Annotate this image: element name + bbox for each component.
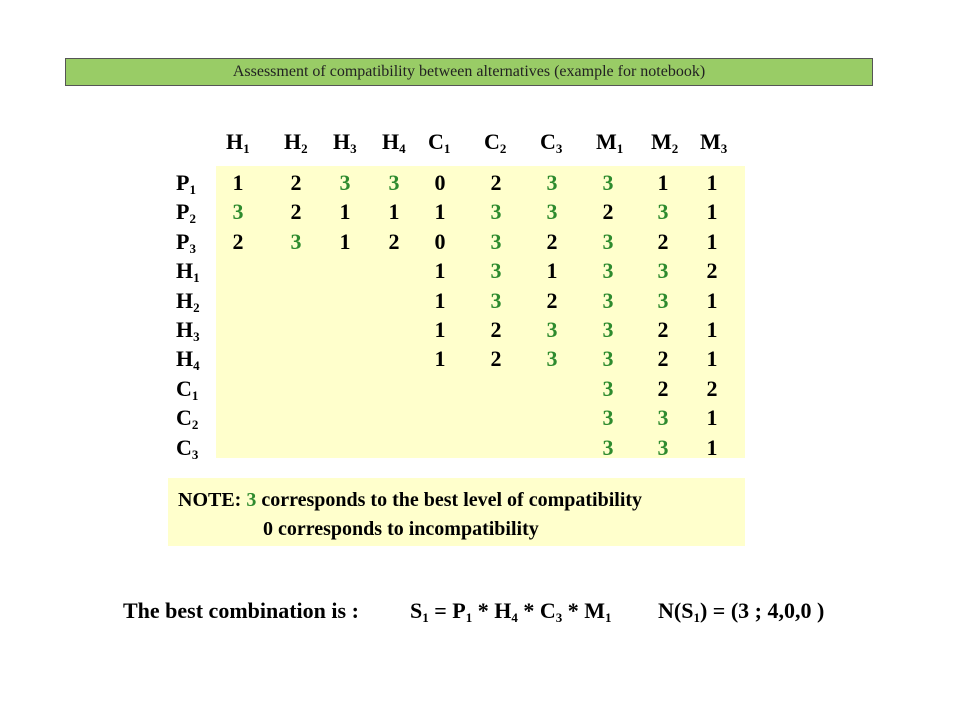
matrix-cell: 0: [434, 170, 446, 195]
matrix-cell: 3: [602, 317, 614, 342]
matrix-cell: 3: [657, 258, 669, 284]
column-header: [284, 129, 308, 156]
matrix-cell: 1: [339, 228, 351, 254]
label-subscript: 2: [301, 141, 308, 156]
label-letter: H: [176, 346, 194, 372]
row-header: [176, 375, 199, 403]
label-subscript: 4: [399, 141, 406, 156]
label-subscript: 1: [193, 270, 200, 286]
symbol: [540, 598, 562, 623]
label-subscript: 1: [465, 610, 473, 625]
label-letter: P: [452, 598, 466, 623]
matrix-cell: 2: [290, 199, 302, 225]
label-subscript: 1: [189, 182, 196, 197]
matrix-cell: 1: [434, 287, 446, 313]
matrix-cell: 3: [546, 346, 558, 372]
label-letter: M: [700, 129, 721, 154]
label-letter: H: [176, 258, 194, 284]
label-letter: P: [176, 228, 190, 254]
matrix-cell: 2: [706, 258, 718, 284]
column-header: [484, 129, 507, 156]
column-header: [700, 129, 728, 156]
matrix-cell: 3: [602, 346, 614, 372]
matrix-cell: 1: [388, 199, 400, 225]
label-letter: H: [382, 129, 400, 154]
note-line-1: [178, 486, 745, 515]
label-letter: P: [176, 170, 190, 195]
matrix-cell: 3: [388, 170, 400, 195]
matrix-cell: 3: [602, 375, 614, 401]
matrix-cell: 1: [706, 228, 718, 254]
column-header: [382, 129, 406, 156]
matrix-cell: 3: [290, 228, 302, 254]
matrix-cell: 1: [706, 434, 718, 460]
matrix-cell: 3: [232, 199, 244, 225]
conclusion-label: The best combination is :: [123, 598, 359, 623]
label-subscript: 1: [693, 610, 700, 625]
matrix-cell: 3: [602, 405, 614, 431]
note-best-value: 3: [246, 489, 257, 511]
matrix-cell: 1: [706, 199, 718, 225]
matrix-cell: 1: [706, 287, 718, 313]
matrix-cell: 3: [657, 434, 669, 460]
matrix-cell: 3: [490, 287, 502, 313]
column-header: [651, 129, 679, 156]
matrix-cell: 3: [602, 434, 614, 460]
best-combination-score: [658, 598, 825, 625]
label-letter: M: [651, 129, 672, 154]
label-letter: P: [176, 199, 190, 225]
label-subscript: 3: [720, 141, 728, 156]
matrix-cell: 3: [490, 258, 502, 284]
symbol: [494, 598, 518, 623]
matrix-cell: 3: [602, 170, 614, 195]
label-subscript: 2: [193, 299, 200, 315]
label-subscript: 1: [422, 610, 429, 625]
matrix-cell: 2: [657, 228, 669, 254]
slide-title: Assessment of compatibility between alternatives (example for notebook): [65, 58, 873, 86]
label-subscript: 1: [243, 141, 250, 156]
row-header: [176, 287, 200, 315]
column-header: [540, 129, 563, 156]
matrix-cell: 1: [706, 405, 718, 431]
note-prefix: NOTE:: [178, 489, 242, 511]
note-best-text: corresponds to the best level of compatibility: [261, 489, 643, 511]
matrix-cell: 1: [434, 258, 446, 284]
label-letter: H: [333, 129, 351, 154]
row-header: [176, 405, 199, 433]
matrix-cell: 2: [657, 346, 669, 372]
label-subscript: 2: [499, 141, 507, 156]
matrix-cell: 3: [657, 405, 669, 431]
label-subscript: 2: [189, 211, 196, 227]
matrix-cell: 3: [657, 287, 669, 313]
row-header: [176, 346, 200, 374]
label-subscript: 2: [671, 141, 679, 156]
matrix-cell: 0: [434, 228, 446, 254]
matrix-cell: 1: [232, 170, 244, 195]
matrix-cell: 3: [339, 170, 351, 195]
column-header: [226, 129, 250, 156]
label-letter: M: [584, 598, 606, 623]
matrix-cell: 1: [434, 317, 446, 342]
label-letter: M: [596, 129, 617, 154]
column-header: [333, 129, 357, 156]
matrix-cell: 3: [546, 170, 558, 195]
label-letter: S: [410, 598, 423, 623]
best-combination-formula: [410, 598, 612, 625]
matrix-cell: 3: [602, 228, 614, 254]
label-subscript: 3: [350, 141, 357, 156]
label-subscript: 2: [191, 417, 199, 433]
matrix-cell: 3: [546, 199, 558, 225]
label-subscript: 1: [605, 610, 612, 625]
label-subscript: 3: [189, 240, 196, 256]
column-header: [428, 129, 451, 156]
matrix-cell: 1: [706, 346, 718, 372]
matrix-cell: 2: [546, 287, 558, 313]
label-letter: H: [176, 287, 194, 313]
label-letter: H: [176, 317, 194, 342]
matrix-cell: 1: [434, 199, 446, 225]
row-header: [176, 199, 196, 227]
note-line-2: 0 corresponds to incompatibility: [263, 518, 539, 540]
matrix-cell: 3: [490, 228, 502, 254]
label-letter: C: [539, 598, 556, 623]
label-letter: H: [494, 598, 512, 623]
row-header: [176, 258, 200, 286]
label-letter: S: [681, 598, 694, 623]
matrix-cell: 2: [657, 375, 669, 401]
matrix-cell: 3: [490, 199, 502, 225]
matrix-cell: 2: [657, 317, 669, 342]
matrix-cell: 2: [706, 375, 718, 401]
matrix-cell: 2: [546, 228, 558, 254]
column-header: [596, 129, 624, 156]
matrix-cell: 1: [706, 317, 718, 342]
matrix-cell: 3: [602, 287, 614, 313]
note-box: [168, 478, 745, 546]
label-letter: C: [428, 129, 444, 154]
matrix-cell: 2: [388, 228, 400, 254]
text-part: ) = (3 ; 4,0,0 ): [699, 598, 825, 623]
label-letter: C: [540, 129, 556, 154]
label-subscript: 3: [555, 141, 563, 156]
label-subscript: 1: [191, 387, 199, 403]
text-part: *: [562, 598, 585, 623]
label-letter: C: [176, 434, 192, 460]
matrix-cell: 3: [657, 199, 669, 225]
symbol: [584, 598, 611, 623]
matrix-cell: 2: [490, 170, 502, 195]
matrix-cell: 2: [232, 228, 244, 254]
symbol: [452, 598, 472, 623]
label-letter: H: [284, 129, 302, 154]
row-header: [176, 228, 196, 256]
matrix-cell: 3: [602, 258, 614, 284]
label-subscript: 4: [511, 610, 518, 625]
matrix-cell: 1: [339, 199, 351, 225]
label-subscript: 4: [193, 358, 200, 374]
label-subscript: 1: [443, 141, 451, 156]
symbol: [410, 598, 429, 623]
label-subscript: 3: [555, 610, 563, 625]
matrix-cell: 2: [490, 346, 502, 372]
label-subscript: 3: [193, 329, 200, 344]
matrix-cell: 1: [546, 258, 558, 284]
row-header: [176, 434, 199, 462]
text-part: N(: [658, 598, 682, 623]
matrix-cell: 1: [657, 170, 669, 195]
matrix-cell: 2: [602, 199, 614, 225]
text-part: *: [472, 598, 495, 623]
label-subscript: 3: [191, 446, 199, 462]
matrix-cell: 2: [290, 170, 302, 195]
label-letter: C: [176, 405, 192, 431]
label-letter: C: [176, 375, 192, 401]
text-part: =: [428, 598, 453, 623]
matrix-cell: 1: [434, 346, 446, 372]
symbol: [681, 598, 700, 623]
row-header: [176, 317, 200, 344]
label-letter: C: [484, 129, 500, 154]
text-part: *: [517, 598, 540, 623]
matrix-cell: 3: [546, 317, 558, 342]
row-header: [176, 170, 196, 197]
matrix-cell: 2: [490, 317, 502, 342]
label-subscript: 1: [616, 141, 624, 156]
matrix-cell: 1: [706, 170, 718, 195]
label-letter: H: [226, 129, 244, 154]
